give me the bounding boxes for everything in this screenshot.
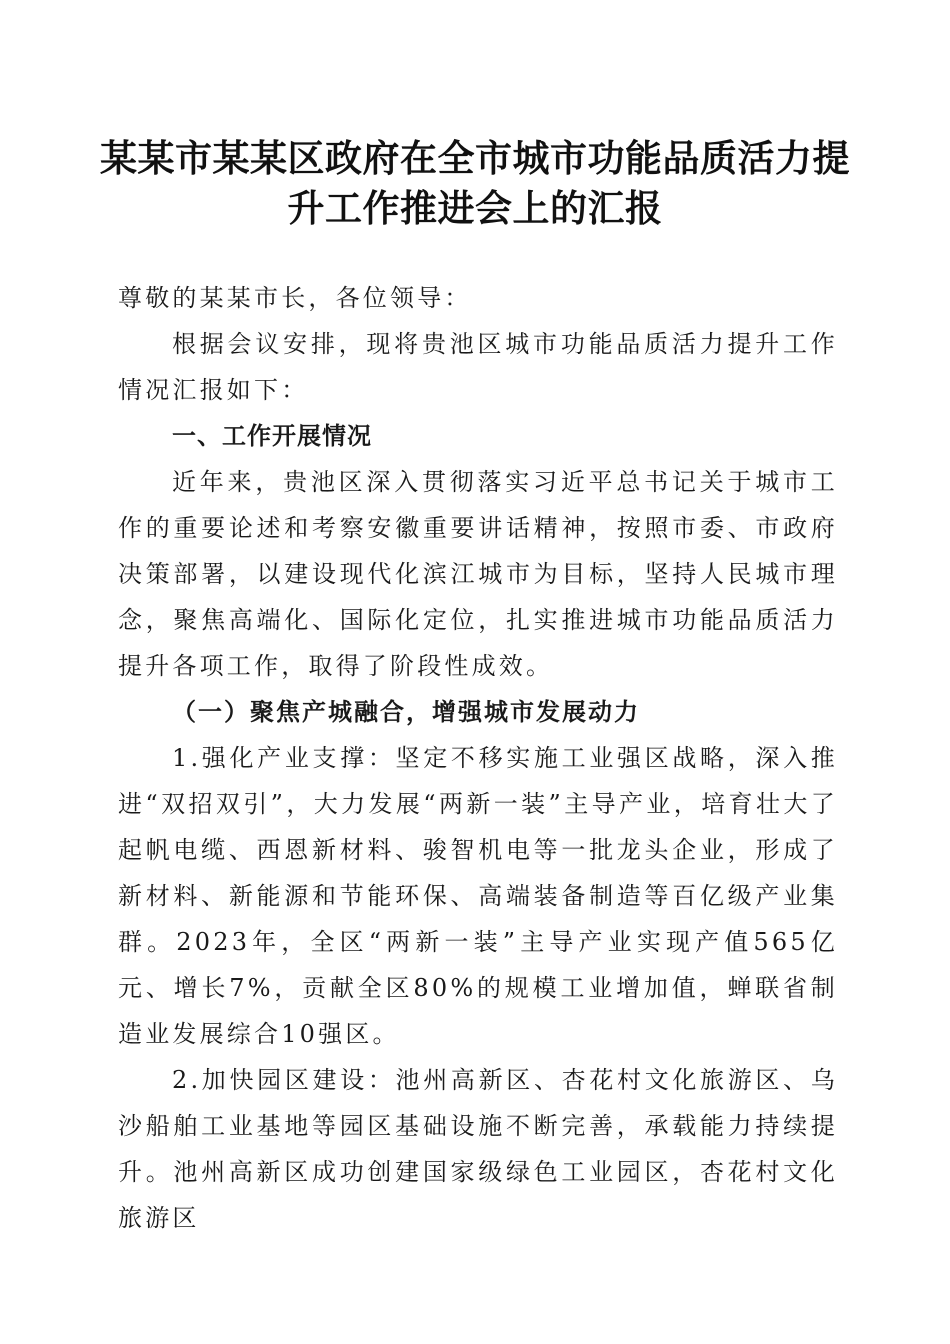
title-line-2: 升工作推进会上的汇报 [287,186,663,230]
item-1-paragraph: 1.强化产业支撑：坚定不移实施工业强区战略，深入推进“双招双引”，大力发展“两新一装”主导产业，培育壮大了起帆电缆、西恩新材料、骏智机电等一批龙头企业，形成了新材料、新能源和节能环保、高端装备制造等百亿级产业集群。2023年，全区“两新一装”主导产业实现产值565亿元、增长7%，贡献全区80%的规模工业增加值，蝉联省制造业发展综合10强区。 [118,744,838,1048]
document-title [95,133,855,233]
title-line-1: 某某市某某区政府在全市城市功能品质活力提 [100,136,850,180]
subsection-heading-1: （一）聚焦产城融合，增强城市发展动力 [172,697,640,726]
section-1-paragraph: 近年来，贵池区深入贯彻落实习近平总书记关于城市工作的重要论述和考察安徽重要讲话精神，按照市委、市政府决策部署，以建设现代化滨江城市为目标，坚持人民城市理念，聚焦高端化、国际化定位，扎实推进城市功能品质活力提升各项工作，取得了阶段性成效。 [118,468,838,680]
salutation: 尊敬的某某市长，各位领导： [118,284,472,312]
intro-paragraph: 根据会议安排，现将贵池区城市功能品质活力提升工作情况汇报如下： [118,330,838,404]
document-body [118,275,838,1241]
section-heading-1: 一、工作开展情况 [172,421,372,450]
item-2-paragraph: 2.加快园区建设：池州高新区、杏花村文化旅游区、乌沙船舶工业基地等园区基础设施不断完善，承载能力持续提升。池州高新区成功创建国家级绿色工业园区，杏花村文化旅游区 [118,1066,838,1232]
